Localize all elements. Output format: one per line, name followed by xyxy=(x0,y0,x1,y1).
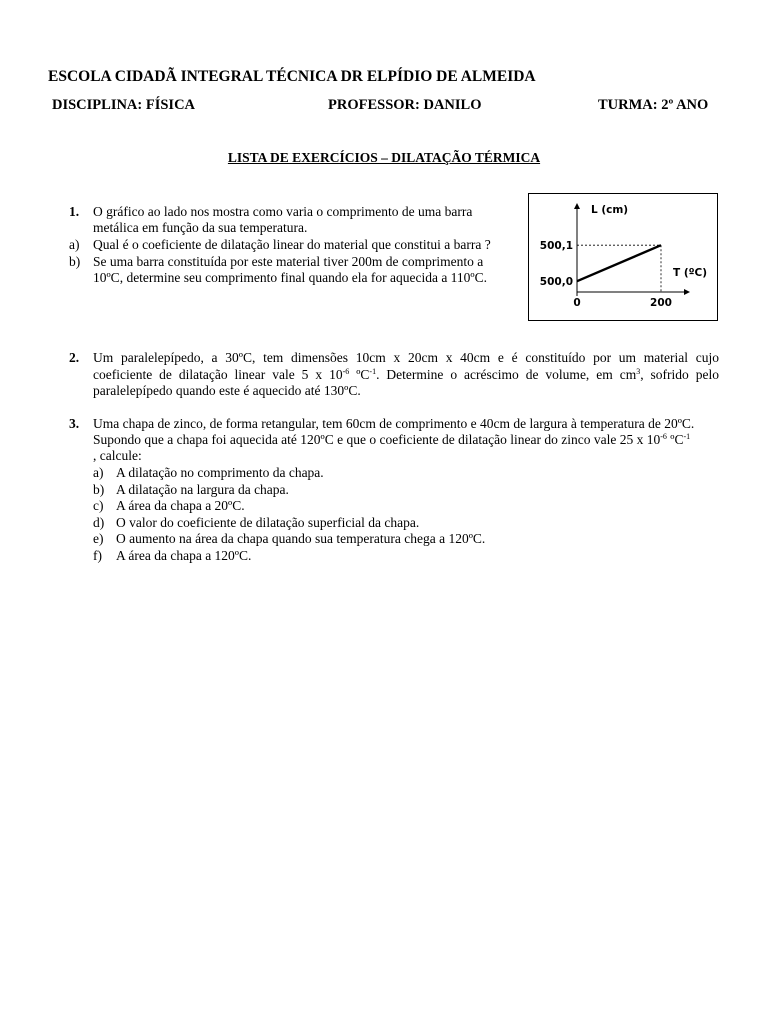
x-tick-label-0: 0 xyxy=(573,297,581,309)
q2-sup-exp-1: -6 xyxy=(342,367,350,376)
y-tick-label-bottom: 500,0 xyxy=(539,276,573,289)
q3-item-b-label: b) xyxy=(93,482,105,497)
q3-line-2-b: ºC xyxy=(666,432,684,447)
document-title xyxy=(0,150,768,166)
q2-sup-exp-2: -1 xyxy=(369,367,377,376)
q3-item-f-text: A área da chapa a 120ºC. xyxy=(116,548,252,563)
q3-item-d-label: d) xyxy=(93,515,105,530)
q1-number: 1. xyxy=(69,204,80,219)
q2-number: 2. xyxy=(69,350,80,365)
document-title-text: LISTA DE EXERCÍCIOS – DILATAÇÃO TÉRMICA xyxy=(227,150,541,165)
q2-sup-exp-3: 3 xyxy=(636,367,641,376)
q2-line-2-a: coeficiente de dilatação linear vale 5 x 10 xyxy=(93,367,343,382)
q2-line-3: paralelepípedo quando este é aquecido até 130ºC. xyxy=(93,383,361,398)
professor-label: PROFESSOR: DANILO xyxy=(328,97,482,113)
y-tick-label-top: 500,1 xyxy=(539,240,573,253)
q3-item-b-text: A dilatação na largura da chapa. xyxy=(116,482,289,497)
series-line xyxy=(577,245,661,281)
chart-svg xyxy=(529,194,717,320)
q2-line-2-c: . Determine o acréscimo de volume, em cm xyxy=(376,367,637,382)
school-name: ESCOLA CIDADÃ INTEGRAL TÉCNICA DR ELPÍDIO DE ALMEIDA xyxy=(48,68,536,85)
q3-sup-exp-1: -6 xyxy=(660,432,667,441)
q3-sup-exp-2: -1 xyxy=(683,432,691,441)
q3-item-d-text: O valor do coeficiente de dilatação superficial da chapa. xyxy=(116,515,420,530)
q3-item-e-label: e) xyxy=(93,531,104,546)
q1-line-1: O gráfico ao lado nos mostra como varia o comprimento de uma barra xyxy=(93,204,473,219)
discipline-label: DISCIPLINA: FÍSICA xyxy=(52,97,196,113)
q3-number: 3. xyxy=(69,416,80,431)
q1-b-line-2: 10ºC, determine seu comprimento final quando ela for aquecida a 110ºC. xyxy=(93,270,487,285)
q2-line-2 xyxy=(93,367,719,383)
q2-line-2-d: , sofrido pelo xyxy=(640,367,719,382)
q1-line-2: metálica em função da sua temperatura. xyxy=(93,220,308,235)
q2-line-2-b: ºC xyxy=(349,367,370,382)
q3-line-2 xyxy=(93,432,690,448)
y-axis-title: L (cm) xyxy=(591,204,629,216)
q3-item-a-label: a) xyxy=(93,465,104,480)
q1-b-line-1: Se uma barra constituída por este material tiver 200m de comprimento a xyxy=(93,254,484,269)
q3-item-a-text: A dilatação no comprimento da chapa. xyxy=(116,465,324,480)
length-temperature-chart xyxy=(528,193,718,321)
q1-a-label: a) xyxy=(69,237,80,252)
q3-item-f-label: f) xyxy=(93,548,102,563)
class-label: TURMA: 2º ANO xyxy=(598,97,709,113)
q3-item-e-text: O aumento na área da chapa quando sua temperatura chega a 120ºC. xyxy=(116,531,486,546)
q2-line-1: Um paralelepípedo, a 30ºC, tem dimensões 10cm x 20cm x 40cm e é constituído por um material cujo xyxy=(93,350,719,365)
x-tick-label-200: 200 xyxy=(650,297,672,309)
q1-a-text: Qual é o coeficiente de dilatação linear do material que constitui a barra ? xyxy=(93,237,491,252)
q1-b-label: b) xyxy=(69,254,81,269)
x-axis-title: T (ºC) xyxy=(673,267,708,279)
q3-item-c-text: A área da chapa a 20ºC. xyxy=(116,498,245,513)
q3-line-1: Uma chapa de zinco, de forma retangular, tem 60cm de comprimento e 40cm de largura à temperatura de 20ºC. xyxy=(93,416,695,431)
q3-line-3: , calcule: xyxy=(93,448,142,463)
q3-item-c-label: c) xyxy=(93,498,104,513)
q3-line-2-a: Supondo que a chapa foi aquecida até 120ºC e que o coeficiente de dilatação linear do zinco vale 25 x 10 xyxy=(93,432,661,447)
